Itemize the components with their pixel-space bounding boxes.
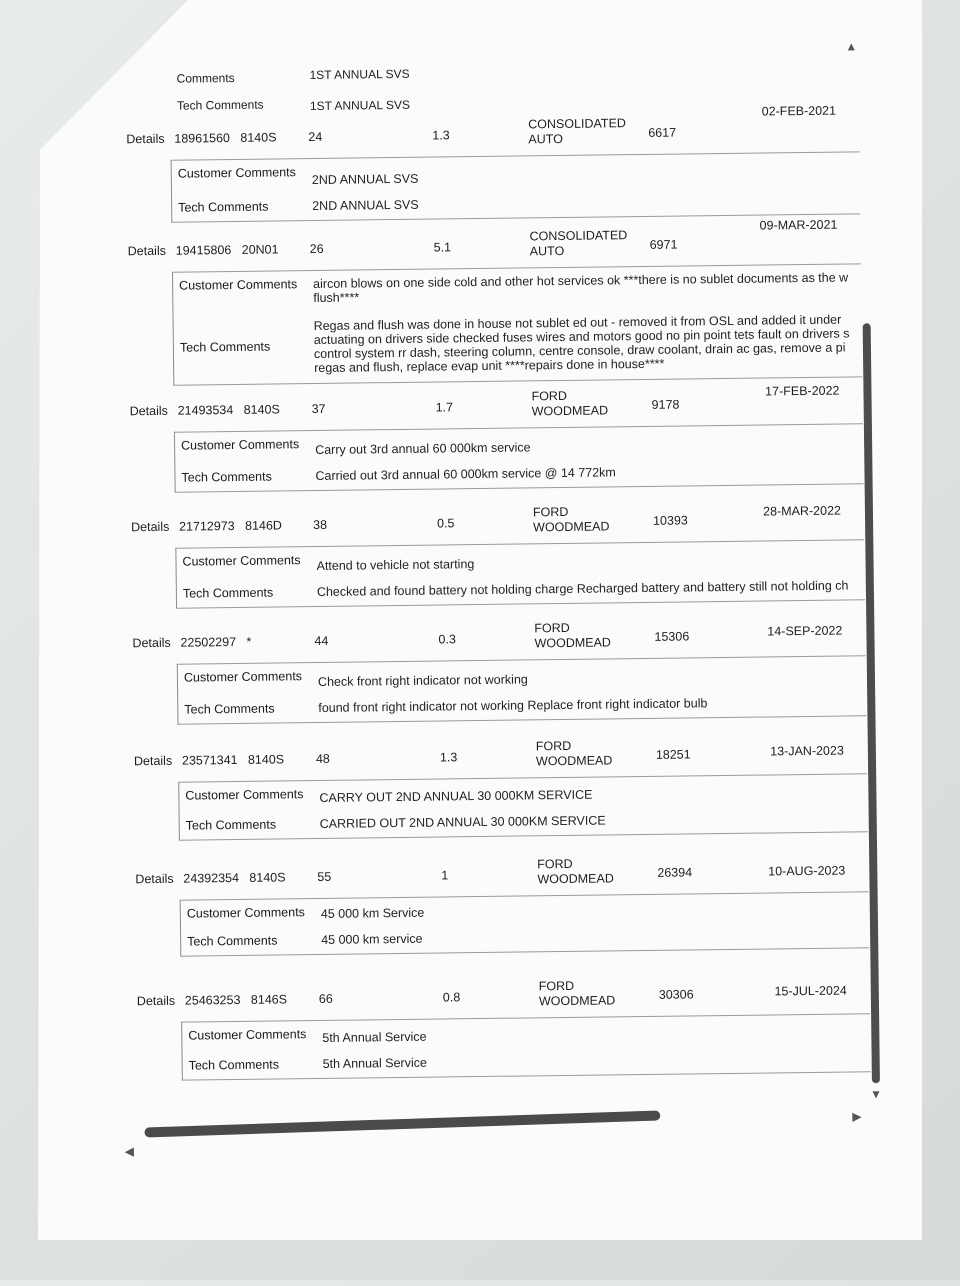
- tech-comments-label: Tech Comments: [181, 469, 272, 485]
- service-date: 10-AUG-2023: [768, 863, 846, 879]
- customer-comments-text: CARRY OUT 2ND ANNUAL 30 000KM SERVICE: [319, 787, 593, 805]
- details-label: Details: [130, 519, 170, 535]
- labour-hours: 0.5: [436, 516, 455, 531]
- details-label: Details: [127, 243, 167, 259]
- reference-number: 6617: [648, 125, 677, 140]
- customer-comments-text: 2ND ANNUAL SVS: [311, 171, 419, 188]
- comments-block: [174, 423, 864, 492]
- odometer-value: 55: [317, 869, 332, 885]
- odometer-value: 66: [318, 991, 333, 1006]
- tech-comments-label: Tech Comments: [185, 817, 277, 833]
- comments-block: [175, 539, 865, 608]
- customer-comments-text: Attend to vehicle not starting: [316, 557, 475, 573]
- scroll-down-arrow-icon[interactable]: ▼: [869, 1087, 883, 1102]
- comments-block: [180, 891, 870, 956]
- details-label: Details: [135, 871, 174, 887]
- labour-hours: 1.3: [439, 750, 458, 765]
- customer-comments-label: Customer Comments: [188, 1027, 307, 1043]
- tech-comments-label: Tech Comments: [182, 585, 274, 601]
- service-date: 14-SEP-2022: [767, 623, 843, 639]
- customer-comments-text: Carry out 3rd annual 60 000km service: [315, 440, 531, 458]
- dealer-name: FORD WOODMEAD: [532, 504, 610, 535]
- service-record-5: [120, 617, 865, 725]
- odometer-value: 38: [312, 517, 328, 533]
- service-code: 8146S: [250, 992, 288, 1007]
- job-number: 21712973: [178, 518, 235, 534]
- customer-comments-label: Customer Comments: [185, 787, 304, 803]
- service-code: 8146D: [244, 518, 283, 533]
- customer-comments-label: Customer Comments: [181, 437, 300, 453]
- odometer-value: 44: [314, 633, 329, 649]
- tech-comments-text: Carried out 3rd annual 60 000km service @ 14 772km: [315, 465, 616, 484]
- job-number: 23571341: [181, 752, 238, 768]
- comments-block: [178, 773, 868, 840]
- tech-comments-label: Tech Comments: [184, 701, 275, 717]
- tech-comments-text: 45 000 km service: [321, 931, 423, 947]
- customer-comments-label: Customer Comments: [183, 669, 303, 685]
- tech-comments-text: found front right indicator not working Replace front right indicator bulb: [318, 696, 708, 715]
- service-record-6: [122, 735, 867, 841]
- service-code: 8140S: [243, 402, 280, 417]
- labour-hours: 0.3: [438, 632, 456, 647]
- top-tech-comments-label: Tech Comments: [176, 97, 264, 113]
- comments-block: [177, 655, 867, 724]
- dealer-name: FORD WOODMEAD: [537, 856, 614, 887]
- service-code: *: [246, 634, 252, 649]
- labour-hours: 1.7: [435, 400, 454, 415]
- service-record-4: [119, 501, 864, 609]
- service-code: 8140S: [240, 130, 277, 145]
- job-number: 21493534: [177, 403, 234, 418]
- odometer-value: 48: [315, 751, 330, 767]
- reference-number: 6971: [649, 237, 678, 252]
- comments-block: [171, 151, 861, 222]
- comments-block: [172, 263, 862, 385]
- job-number: 18961560: [174, 131, 231, 146]
- details-label: Details: [136, 993, 176, 1009]
- tech-comments-label: Tech Comments: [187, 933, 278, 949]
- dealer-name: FORD WOODMEAD: [531, 388, 609, 419]
- reference-number: 26394: [657, 865, 693, 880]
- customer-comments-label: Customer Comments: [186, 905, 305, 921]
- scroll-right-arrow-icon[interactable]: ▶: [852, 1109, 862, 1124]
- dealer-name: CONSOLIDATED AUTO: [528, 116, 626, 147]
- customer-comments-text: aircon blows on one side cold and other hot services ok ***there is no sublet documents as the w flush****: [313, 270, 849, 306]
- labour-hours: 1: [441, 868, 449, 883]
- customer-comments-text: 45 000 km Service: [320, 905, 425, 921]
- labour-hours: 0.8: [442, 990, 461, 1005]
- service-code: 8140S: [247, 752, 285, 767]
- service-record-8: [125, 975, 870, 1081]
- service-code: 8140S: [249, 870, 286, 885]
- customer-comments-label: Customer Comments: [179, 277, 298, 293]
- job-number: 25463253: [184, 992, 241, 1008]
- dealer-name: FORD WOODMEAD: [534, 620, 612, 651]
- customer-comments-text: 5th Annual Service: [322, 1029, 427, 1045]
- job-number: 19415806: [175, 243, 232, 258]
- reference-number: 18251: [655, 747, 691, 762]
- service-record-2: [116, 217, 862, 386]
- tech-comments-text: 2ND ANNUAL SVS: [312, 197, 419, 214]
- scroll-up-arrow-icon[interactable]: ▲: [845, 39, 858, 54]
- comments-block: [181, 1013, 871, 1080]
- tech-comments-label: Tech Comments: [178, 199, 269, 215]
- job-number: 24392354: [183, 870, 240, 886]
- job-number: 22502297: [180, 634, 237, 650]
- service-date: 28-MAR-2022: [763, 503, 842, 519]
- details-label: Details: [129, 403, 168, 419]
- scroll-left-arrow-icon[interactable]: ◀: [124, 1144, 135, 1159]
- service-date: 02-FEB-2021: [761, 103, 837, 119]
- dealer-name: CONSOLIDATED AUTO: [529, 228, 628, 259]
- service-date: 13-JAN-2023: [770, 743, 844, 759]
- reference-number: 10393: [652, 513, 688, 528]
- odometer-value: 37: [311, 401, 326, 417]
- details-label: Details: [126, 131, 165, 147]
- dealer-name: FORD WOODMEAD: [538, 978, 616, 1009]
- labour-hours: 1.3: [432, 128, 450, 143]
- details-label: Details: [132, 635, 171, 651]
- tech-comments-text: Regas and flush was done in house not sublet ed out - removed it from OSL and added it under actuating on drivers side checked fuses wires and motors good no pin point tets fault on drivers s control system rr dash, steering column, centre console, draw coolant, drain ac gas, remove a pi regas and flush, replace evap unit ****repairs done in house****: [313, 312, 850, 376]
- top-tech-comments-value: 1ST ANNUAL SVS: [309, 97, 411, 114]
- reference-number: 9178: [651, 397, 680, 412]
- reference-number: 15306: [654, 629, 690, 644]
- tech-comments-label: Tech Comments: [179, 339, 271, 355]
- service-code: 20N01: [241, 242, 279, 257]
- tech-comments-text: 5th Annual Service: [322, 1055, 427, 1071]
- customer-comments-label: Customer Comments: [182, 553, 301, 569]
- reference-number: 30306: [658, 987, 694, 1002]
- details-label: Details: [133, 753, 173, 769]
- labour-hours: 5.1: [433, 240, 452, 255]
- service-record-7: [123, 853, 868, 957]
- top-comments-value: 1ST ANNUAL SVS: [309, 66, 410, 83]
- service-date: 09-MAR-2021: [759, 217, 838, 233]
- service-record-3: [117, 385, 862, 493]
- dealer-name: FORD WOODMEAD: [535, 738, 613, 769]
- service-date: 17-FEB-2022: [765, 383, 840, 399]
- customer-comments-text: Check front right indicator not working: [317, 672, 528, 689]
- tech-comments-text: Checked and found battery not holding charge Recharged battery and battery still not holding ch: [316, 578, 849, 599]
- service-date: 15-JUL-2024: [774, 983, 847, 999]
- odometer-value: 24: [308, 129, 323, 145]
- horizontal-scrollbar[interactable]: [144, 1110, 660, 1137]
- tech-comments-label: Tech Comments: [188, 1057, 280, 1073]
- customer-comments-label: Customer Comments: [177, 165, 296, 181]
- tech-comments-text: CARRIED OUT 2ND ANNUAL 30 000KM SERVICE: [319, 813, 606, 831]
- top-comments-label: Comments: [176, 70, 235, 86]
- odometer-value: 26: [309, 241, 324, 257]
